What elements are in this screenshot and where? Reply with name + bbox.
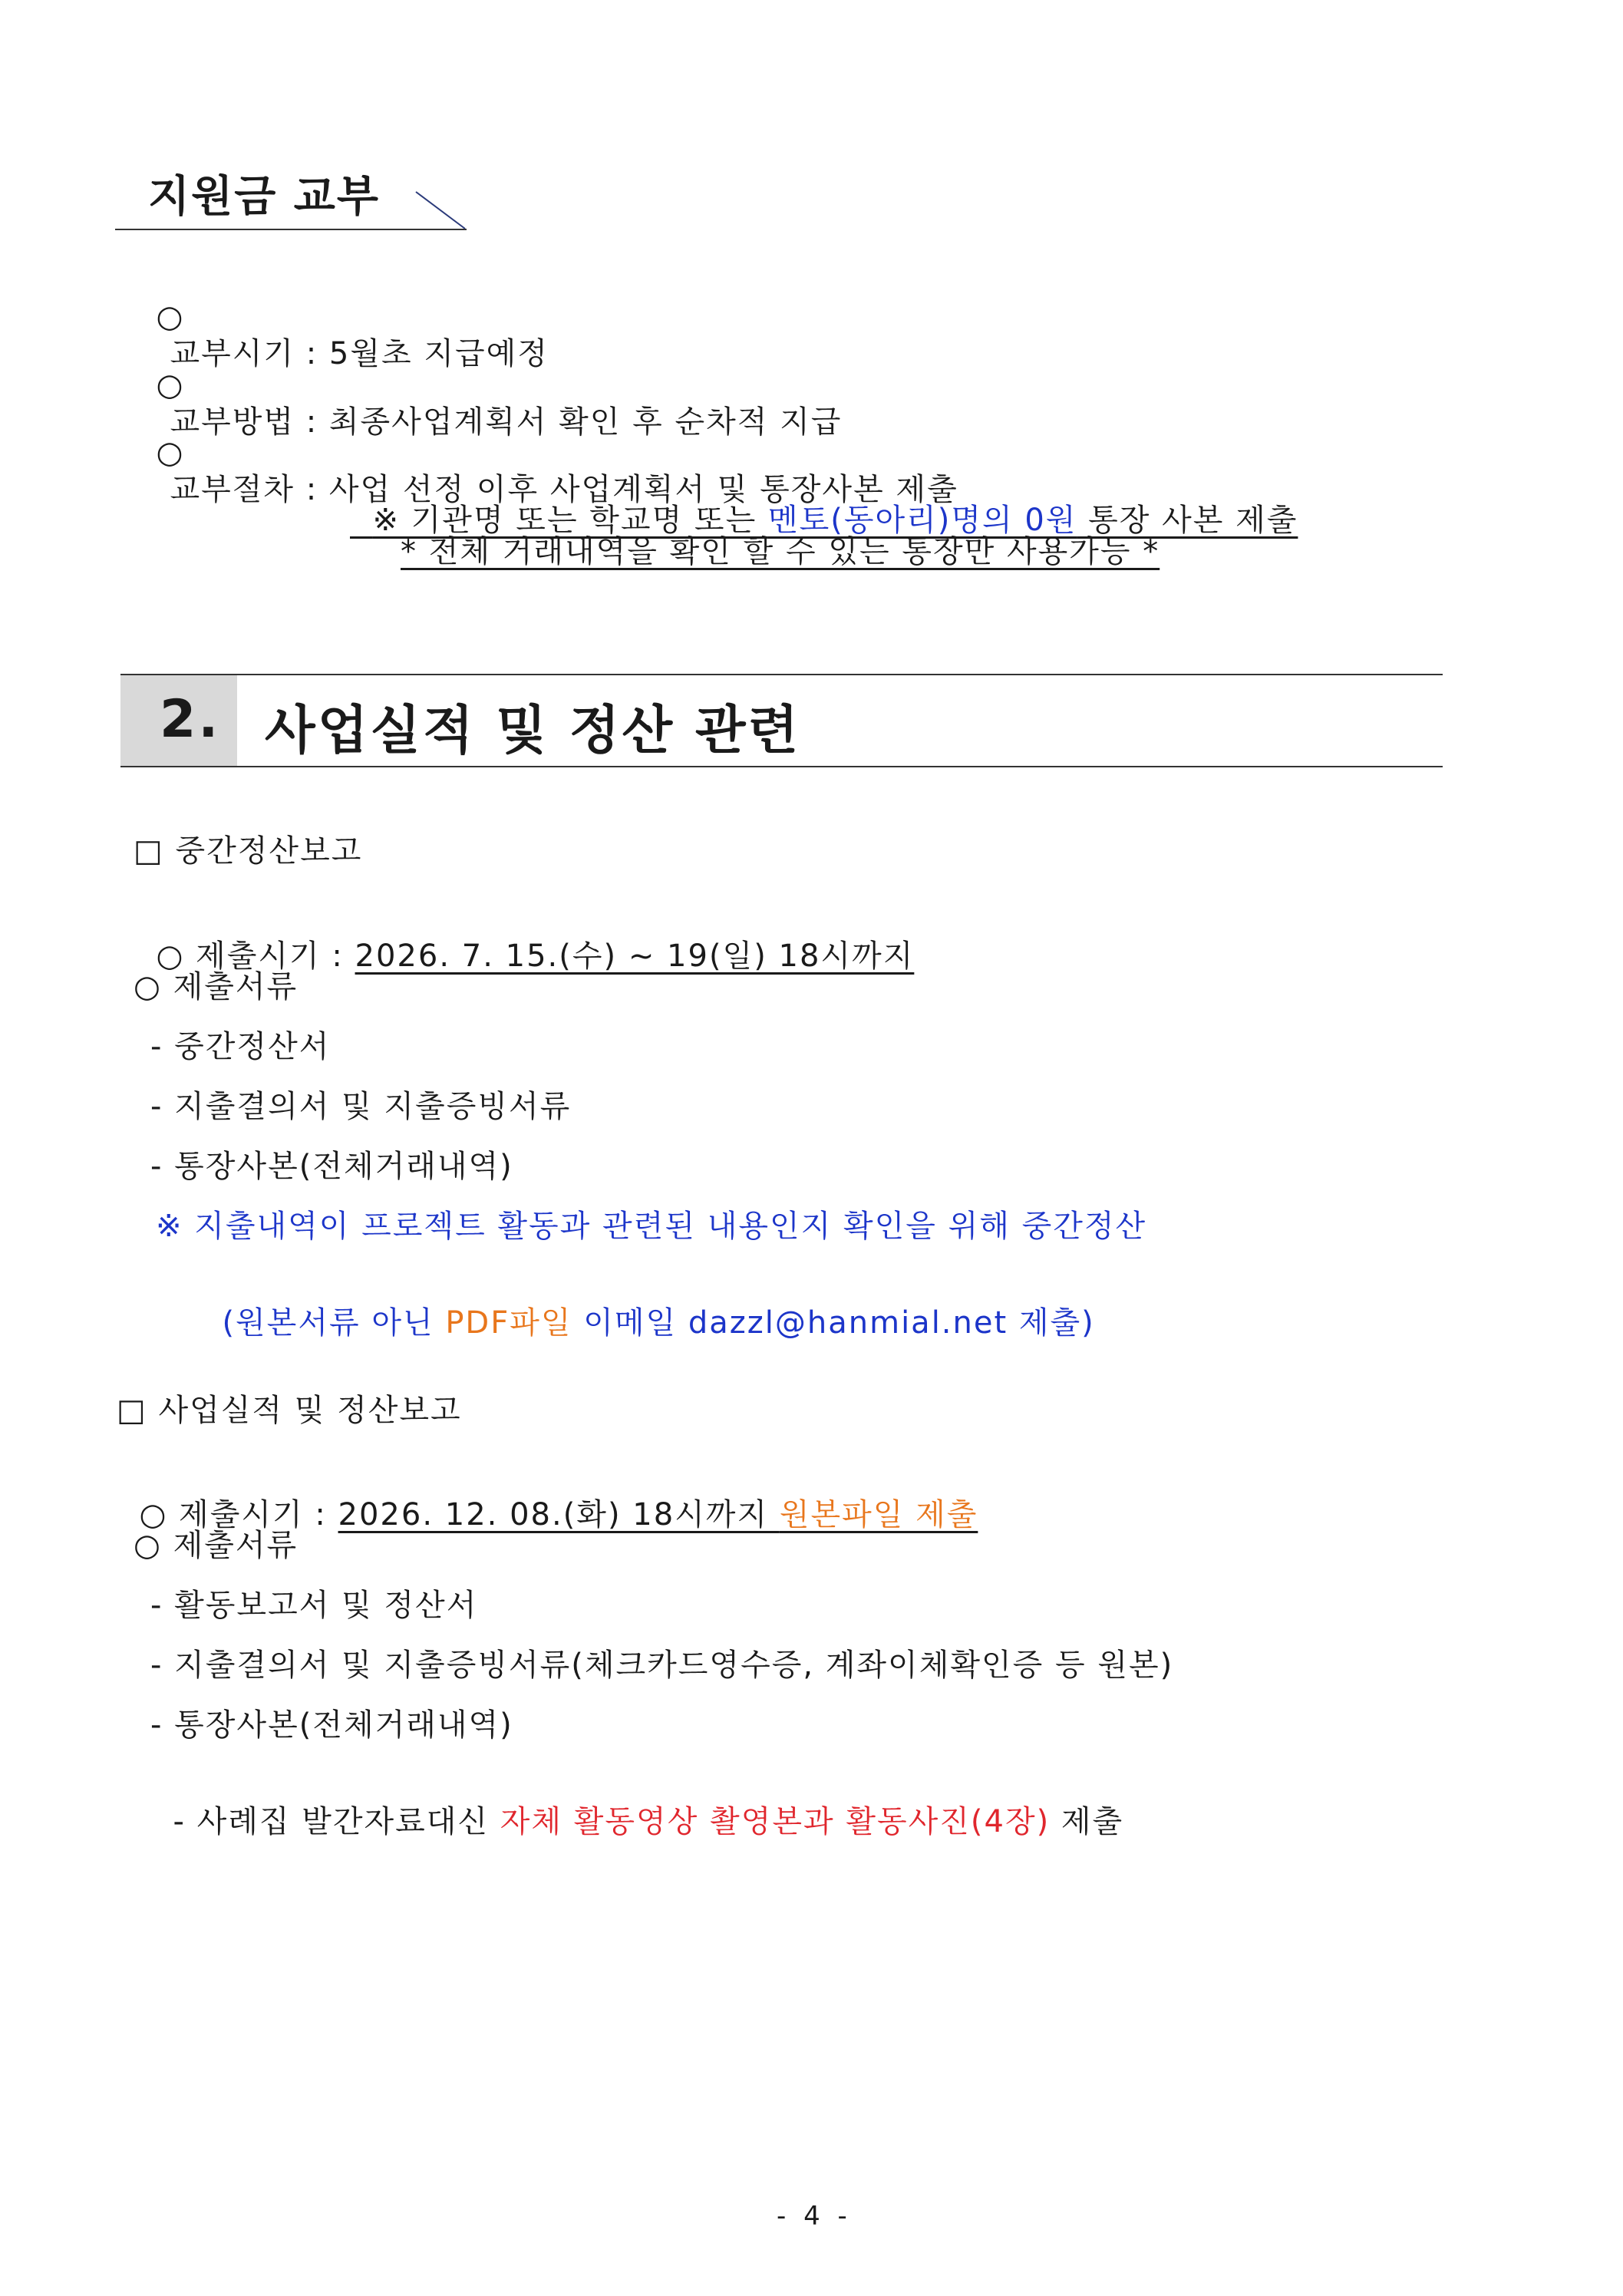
- interim-heading: □ 중간정산보고: [134, 833, 363, 869]
- bullet-circle: ○: [156, 435, 185, 470]
- interim-doc-item: - 지출결의서 및 지출증빙서류: [150, 1089, 572, 1124]
- deadline-value: 2026. 12. 08.(화) 18시까지 원본파일 제출: [338, 1497, 978, 1532]
- final-docs-label: ○ 제출서류: [134, 1528, 299, 1563]
- deadline-value: 2026. 7. 15.(수) ~ 19(일) 18시까지: [355, 939, 915, 974]
- interim-doc-item: - 통장사본(전체거래내역): [150, 1149, 513, 1184]
- section1-title: 지원금 교부: [148, 172, 380, 222]
- page-number: - 4 -: [777, 2201, 852, 2232]
- interim-note-line1: ※ 지출내역이 프로젝트 활동과 관련된 내용인지 확인을 위해 중간정산: [156, 1209, 1147, 1244]
- section1-note-account: [350, 465, 1298, 539]
- section2-title: 사업실적 및 정산 관련: [265, 701, 801, 761]
- interim-note-line2: [200, 1268, 1095, 1341]
- note-prefix: ※ 기관명 또는 학교명 또는: [372, 503, 768, 538]
- section2-top-rule: [120, 674, 1443, 675]
- note-highlight: 멘토(동아리)명의 0원: [767, 503, 1077, 538]
- note-open: (원본서류 아닌: [222, 1305, 446, 1341]
- casebook-suffix: 제출: [1050, 1804, 1124, 1839]
- final-doc-item: - 통장사본(전체거래내역): [150, 1707, 513, 1743]
- final-doc-item: - 활동보고서 및 정산서: [150, 1588, 478, 1623]
- interim-deadline: [134, 901, 914, 975]
- item-text: 교부절차 : 사업 선정 이후 사업계획서 및 통장사본 제출: [170, 472, 958, 507]
- casebook-highlight: 자체 활동영상 촬영본과 활동사진(4장): [500, 1804, 1051, 1839]
- final-heading: □ 사업실적 및 정산보고: [117, 1393, 462, 1428]
- interim-doc-item: - 중간정산서: [150, 1029, 331, 1064]
- note-suffix: 통장 사본 제출: [1077, 503, 1298, 538]
- final-deadline: [117, 1460, 978, 1533]
- section2-bottom-rule: [120, 766, 1443, 767]
- casebook-prefix: - 사례집 발간자료대신: [173, 1804, 500, 1839]
- section1-title-swoosh: [414, 190, 468, 232]
- item-text: 교부시기 : 5월초 지급예정: [170, 336, 549, 371]
- section2-number: 2.: [160, 689, 221, 750]
- bullet-circle: ○: [156, 368, 185, 403]
- final-doc-item: - 지출결의서 및 지출증빙서류(체크카드영수증, 계좌이체확인증 등 원본): [150, 1648, 1174, 1683]
- deadline-label: ○ 제출시기 :: [156, 939, 355, 974]
- final-doc-item-casebook: [150, 1767, 1123, 1840]
- bullet-circle: ○: [156, 299, 185, 335]
- note-pdf: PDF파일: [445, 1305, 572, 1341]
- section1-note-statement: * 전체 거래내역을 확인 할 수 있는 통장만 사용가능 *: [401, 534, 1160, 569]
- interim-docs-label: ○ 제출서류: [134, 969, 299, 1004]
- item-text: 교부방법 : 최종사업계획서 확인 후 순차적 지급: [170, 404, 843, 440]
- deadline-label: ○ 제출시기 :: [139, 1497, 338, 1532]
- deadline-highlight: 원본파일 제출: [779, 1497, 978, 1532]
- note-email: 이메일 dazzl@hanmial.net 제출): [572, 1305, 1095, 1341]
